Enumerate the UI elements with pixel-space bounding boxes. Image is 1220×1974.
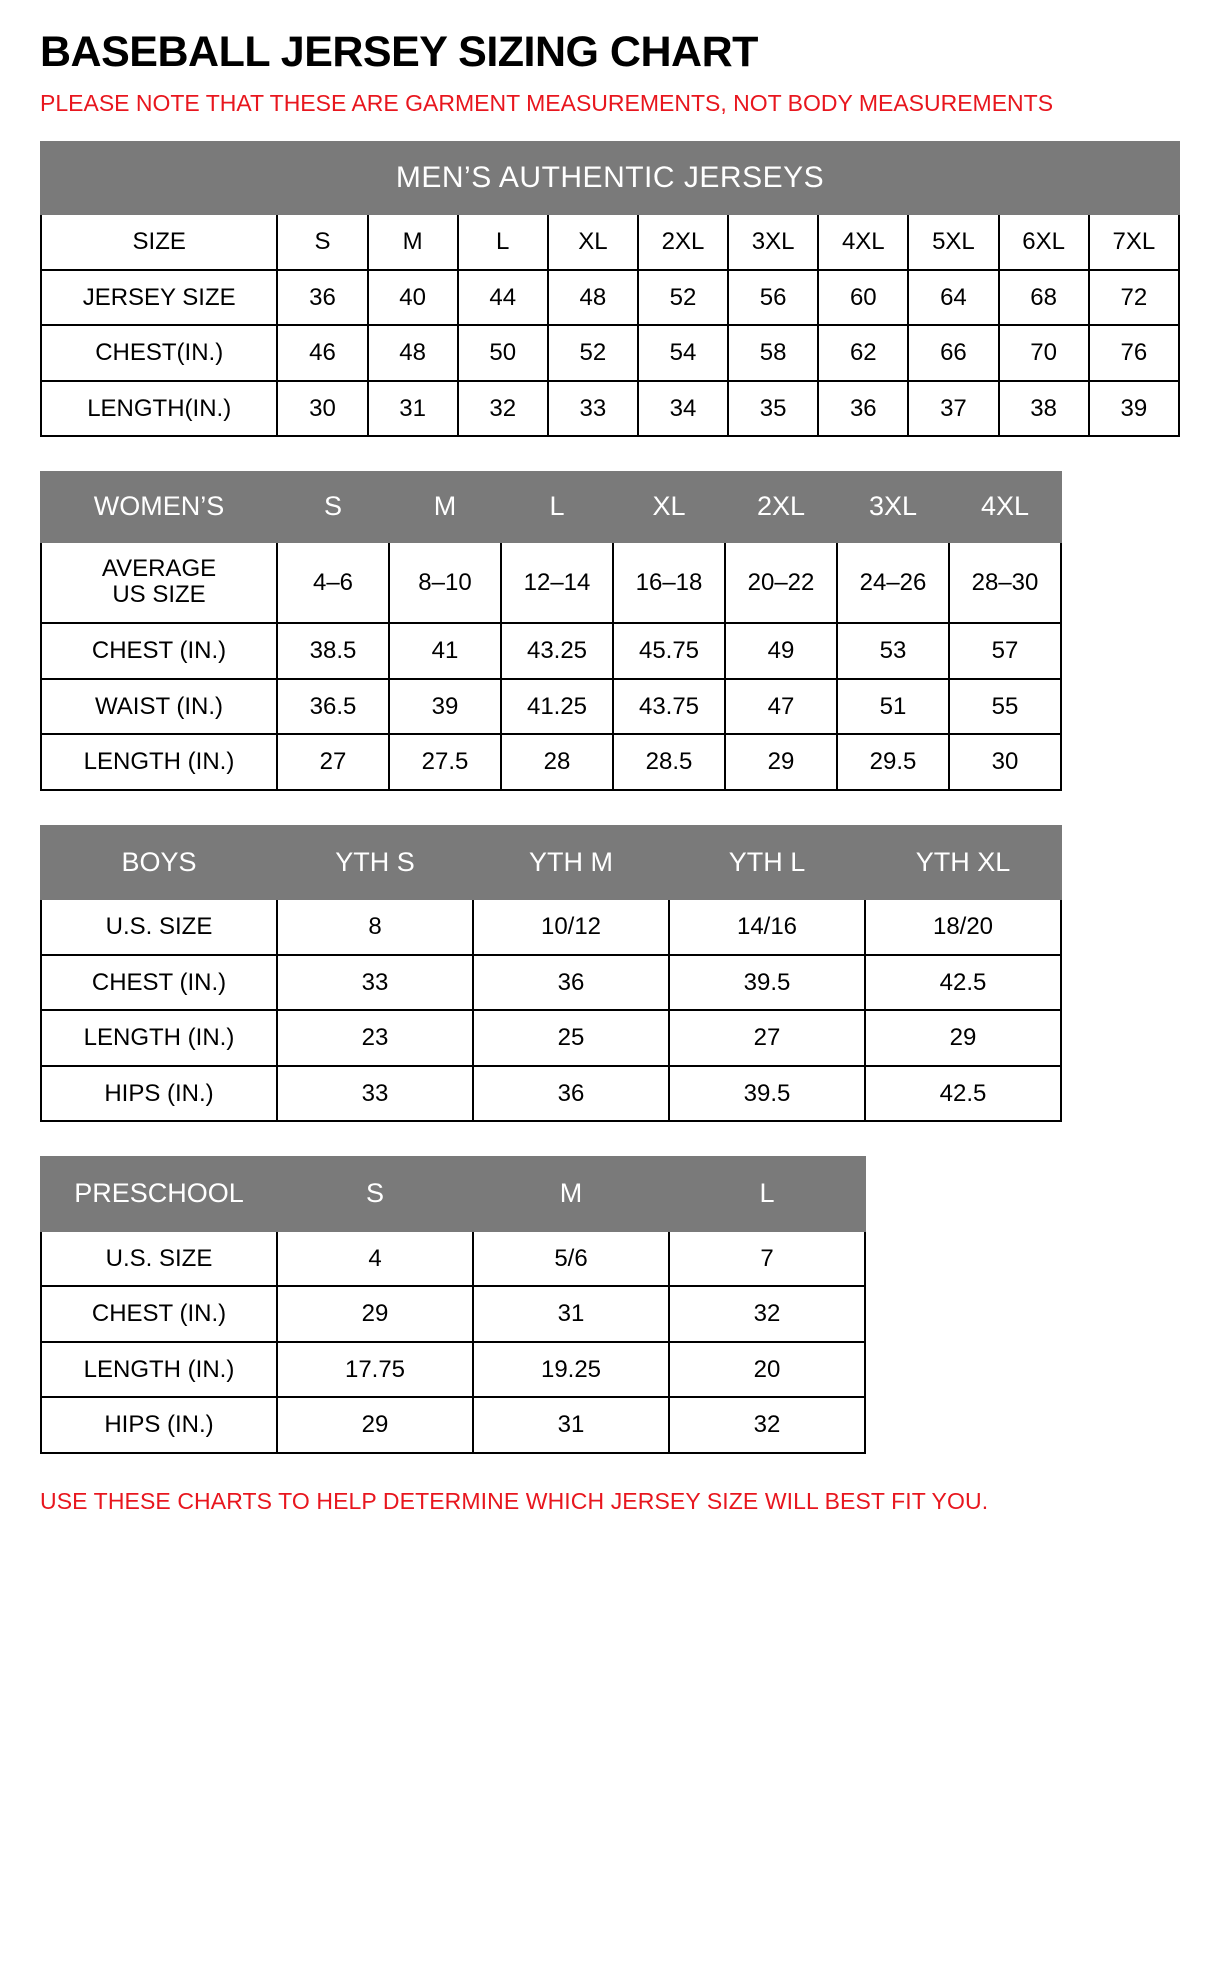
- preschool-row-3-label: HIPS (IN.): [41, 1397, 277, 1453]
- womens-row-1-val-3: 45.75: [613, 623, 725, 679]
- boys-size-2: YTH L: [669, 826, 865, 899]
- mens-size-7: 5XL: [908, 214, 998, 270]
- womens-row-1-val-4: 49: [725, 623, 837, 679]
- womens-row-3-val-5: 29.5: [837, 734, 949, 790]
- womens-row-2-label: WAIST (IN.): [41, 679, 277, 735]
- mens-row-1-val-7: 66: [908, 325, 998, 381]
- boys-header-label: BOYS: [41, 826, 277, 899]
- mens-row-0-val-1: 40: [368, 270, 458, 326]
- womens-row-3-label: LENGTH (IN.): [41, 734, 277, 790]
- table-row: [41, 955, 1061, 1011]
- boys-row-2-val-3: 29: [865, 1010, 1061, 1066]
- mens-size-8: 6XL: [999, 214, 1089, 270]
- mens-row-0-val-3: 48: [548, 270, 638, 326]
- preschool-sizing-table: [40, 1156, 866, 1453]
- mens-row-0-val-7: 64: [908, 270, 998, 326]
- preschool-row-2-val-1: 19.25: [473, 1342, 669, 1398]
- mens-size-6: 4XL: [818, 214, 908, 270]
- boys-row-0-val-2: 14/16: [669, 899, 865, 955]
- preschool-row-1-label: CHEST (IN.): [41, 1286, 277, 1342]
- table-row: [41, 1397, 865, 1453]
- mens-row-2-val-6: 36: [818, 381, 908, 437]
- womens-row-2-val-5: 51: [837, 679, 949, 735]
- table-row: [41, 381, 1179, 437]
- boys-size-1: YTH M: [473, 826, 669, 899]
- mens-row-2-val-8: 38: [999, 381, 1089, 437]
- boys-row-0-label: U.S. SIZE: [41, 899, 277, 955]
- womens-row-3-val-4: 29: [725, 734, 837, 790]
- mens-row-2-label: LENGTH(IN.): [41, 381, 277, 437]
- mens-sizing-table: [40, 141, 1180, 438]
- table-row: [41, 325, 1179, 381]
- boys-row-1-label: CHEST (IN.): [41, 955, 277, 1011]
- garment-measurement-note: PLEASE NOTE THAT THESE ARE GARMENT MEASUREMENTS, NOT BODY MEASUREMENTS: [40, 90, 1054, 117]
- page-title: BASEBALL JERSEY SIZING CHART: [40, 28, 758, 76]
- preschool-row-0-val-1: 5/6: [473, 1231, 669, 1287]
- mens-size-1: M: [368, 214, 458, 270]
- mens-size-3: XL: [548, 214, 638, 270]
- table-row: [41, 899, 1061, 955]
- mens-row-0-val-0: 36: [277, 270, 367, 326]
- womens-row-1-val-2: 43.25: [501, 623, 613, 679]
- boys-row-3-val-2: 39.5: [669, 1066, 865, 1122]
- table-row: [41, 142, 1179, 215]
- preschool-row-3-val-0: 29: [277, 1397, 473, 1453]
- mens-row-2-val-7: 37: [908, 381, 998, 437]
- preschool-row-2-val-2: 20: [669, 1342, 865, 1398]
- boys-row-1-val-1: 36: [473, 955, 669, 1011]
- preschool-row-2-label: LENGTH (IN.): [41, 1342, 277, 1398]
- preschool-row-1-val-0: 29: [277, 1286, 473, 1342]
- womens-row-0-label-line2: US SIZE: [112, 581, 206, 609]
- womens-row-3-val-3: 28.5: [613, 734, 725, 790]
- mens-size-9: 7XL: [1089, 214, 1179, 270]
- mens-row-2-val-1: 31: [368, 381, 458, 437]
- mens-row-1-val-8: 70: [999, 325, 1089, 381]
- womens-row-0-val-5: 24–26: [837, 542, 949, 624]
- preschool-row-3-val-2: 32: [669, 1397, 865, 1453]
- womens-row-1-val-5: 53: [837, 623, 949, 679]
- preschool-row-0-val-0: 4: [277, 1231, 473, 1287]
- table-row: [41, 1231, 865, 1287]
- womens-size-6: 4XL: [949, 472, 1061, 541]
- womens-row-1-val-0: 38.5: [277, 623, 389, 679]
- womens-row-0-val-4: 20–22: [725, 542, 837, 624]
- mens-row-0-val-9: 72: [1089, 270, 1179, 326]
- womens-sizing-table: [40, 471, 1062, 791]
- table-row: [41, 826, 1061, 899]
- womens-size-4: 2XL: [725, 472, 837, 541]
- womens-row-0-val-0: 4–6: [277, 542, 389, 624]
- mens-row-1-val-9: 76: [1089, 325, 1179, 381]
- womens-size-3: XL: [613, 472, 725, 541]
- boys-size-3: YTH XL: [865, 826, 1061, 899]
- womens-size-0: S: [277, 472, 389, 541]
- mens-row-1-val-3: 52: [548, 325, 638, 381]
- womens-row-1-val-6: 57: [949, 623, 1061, 679]
- table-row: [41, 214, 1179, 270]
- boys-row-3-label: HIPS (IN.): [41, 1066, 277, 1122]
- boys-size-0: YTH S: [277, 826, 473, 899]
- boys-row-1-val-3: 42.5: [865, 955, 1061, 1011]
- preschool-row-3-val-1: 31: [473, 1397, 669, 1453]
- mens-row-1-label: CHEST(IN.): [41, 325, 277, 381]
- table-row: [41, 679, 1061, 735]
- boys-row-0-val-0: 8: [277, 899, 473, 955]
- womens-size-1: M: [389, 472, 501, 541]
- boys-sizing-table: [40, 825, 1062, 1122]
- boys-row-0-val-3: 18/20: [865, 899, 1061, 955]
- mens-row-2-val-3: 33: [548, 381, 638, 437]
- table-row: [41, 542, 1061, 624]
- mens-row-2-val-2: 32: [458, 381, 548, 437]
- table-row: [41, 1157, 865, 1230]
- mens-row-0-val-5: 56: [728, 270, 818, 326]
- mens-row-2-val-4: 34: [638, 381, 728, 437]
- table-row: [41, 1286, 865, 1342]
- table-row: [41, 1066, 1061, 1122]
- mens-row-0-val-6: 60: [818, 270, 908, 326]
- preschool-row-1-val-1: 31: [473, 1286, 669, 1342]
- boys-row-2-val-0: 23: [277, 1010, 473, 1066]
- mens-size-5: 3XL: [728, 214, 818, 270]
- boys-row-0-val-1: 10/12: [473, 899, 669, 955]
- womens-size-2: L: [501, 472, 613, 541]
- mens-row-1-val-0: 46: [277, 325, 367, 381]
- mens-row-2-val-0: 30: [277, 381, 367, 437]
- mens-size-4: 2XL: [638, 214, 728, 270]
- mens-size-0: S: [277, 214, 367, 270]
- table-row: [41, 623, 1061, 679]
- womens-row-0-val-3: 16–18: [613, 542, 725, 624]
- womens-row-1-label: CHEST (IN.): [41, 623, 277, 679]
- womens-row-3-val-6: 30: [949, 734, 1061, 790]
- womens-size-5: 3XL: [837, 472, 949, 541]
- preschool-size-0: S: [277, 1157, 473, 1230]
- womens-row-2-val-1: 39: [389, 679, 501, 735]
- boys-row-2-val-1: 25: [473, 1010, 669, 1066]
- womens-row-0-val-2: 12–14: [501, 542, 613, 624]
- womens-row-2-val-2: 41.25: [501, 679, 613, 735]
- boys-row-2-val-2: 27: [669, 1010, 865, 1066]
- table-row: [41, 472, 1061, 541]
- table-row: [41, 734, 1061, 790]
- mens-row-2-val-5: 35: [728, 381, 818, 437]
- womens-row-1-val-1: 41: [389, 623, 501, 679]
- preschool-header-label: PRESCHOOL: [41, 1157, 277, 1230]
- womens-row-2-val-6: 55: [949, 679, 1061, 735]
- boys-row-3-val-0: 33: [277, 1066, 473, 1122]
- womens-row-0-label: [41, 542, 277, 624]
- womens-row-3-val-1: 27.5: [389, 734, 501, 790]
- table-row: [41, 270, 1179, 326]
- boys-row-3-val-1: 36: [473, 1066, 669, 1122]
- mens-row-2-val-9: 39: [1089, 381, 1179, 437]
- preschool-row-1-val-2: 32: [669, 1286, 865, 1342]
- mens-row-1-val-1: 48: [368, 325, 458, 381]
- mens-row-1-val-4: 54: [638, 325, 728, 381]
- boys-row-1-val-0: 33: [277, 955, 473, 1011]
- mens-banner: MEN’S AUTHENTIC JERSEYS: [41, 142, 1179, 215]
- womens-row-0-label-line1: AVERAGE: [101, 554, 217, 582]
- mens-row-1-val-2: 50: [458, 325, 548, 381]
- preschool-size-1: M: [473, 1157, 669, 1230]
- preschool-row-0-val-2: 7: [669, 1231, 865, 1287]
- mens-row-0-val-4: 52: [638, 270, 728, 326]
- boys-row-3-val-3: 42.5: [865, 1066, 1061, 1122]
- mens-row-1-val-5: 58: [728, 325, 818, 381]
- preschool-row-0-label: U.S. SIZE: [41, 1231, 277, 1287]
- mens-row-1-val-6: 62: [818, 325, 908, 381]
- preschool-size-2: L: [669, 1157, 865, 1230]
- womens-row-0-val-6: 28–30: [949, 542, 1061, 624]
- footer-note: USE THESE CHARTS TO HELP DETERMINE WHICH JERSEY SIZE WILL BEST FIT YOU.: [40, 1487, 989, 1514]
- womens-row-2-val-4: 47: [725, 679, 837, 735]
- womens-row-2-val-3: 43.75: [613, 679, 725, 735]
- mens-size-2: L: [458, 214, 548, 270]
- mens-row-0-val-2: 44: [458, 270, 548, 326]
- mens-row-0-label: JERSEY SIZE: [41, 270, 277, 326]
- womens-row-3-val-2: 28: [501, 734, 613, 790]
- womens-row-2-val-0: 36.5: [277, 679, 389, 735]
- womens-row-0-val-1: 8–10: [389, 542, 501, 624]
- mens-row-0-val-8: 68: [999, 270, 1089, 326]
- mens-size-label: SIZE: [41, 214, 277, 270]
- boys-row-1-val-2: 39.5: [669, 955, 865, 1011]
- table-row: [41, 1342, 865, 1398]
- table-row: [41, 1010, 1061, 1066]
- womens-row-3-val-0: 27: [277, 734, 389, 790]
- boys-row-2-label: LENGTH (IN.): [41, 1010, 277, 1066]
- womens-header-label: WOMEN’S: [41, 472, 277, 541]
- preschool-row-2-val-0: 17.75: [277, 1342, 473, 1398]
